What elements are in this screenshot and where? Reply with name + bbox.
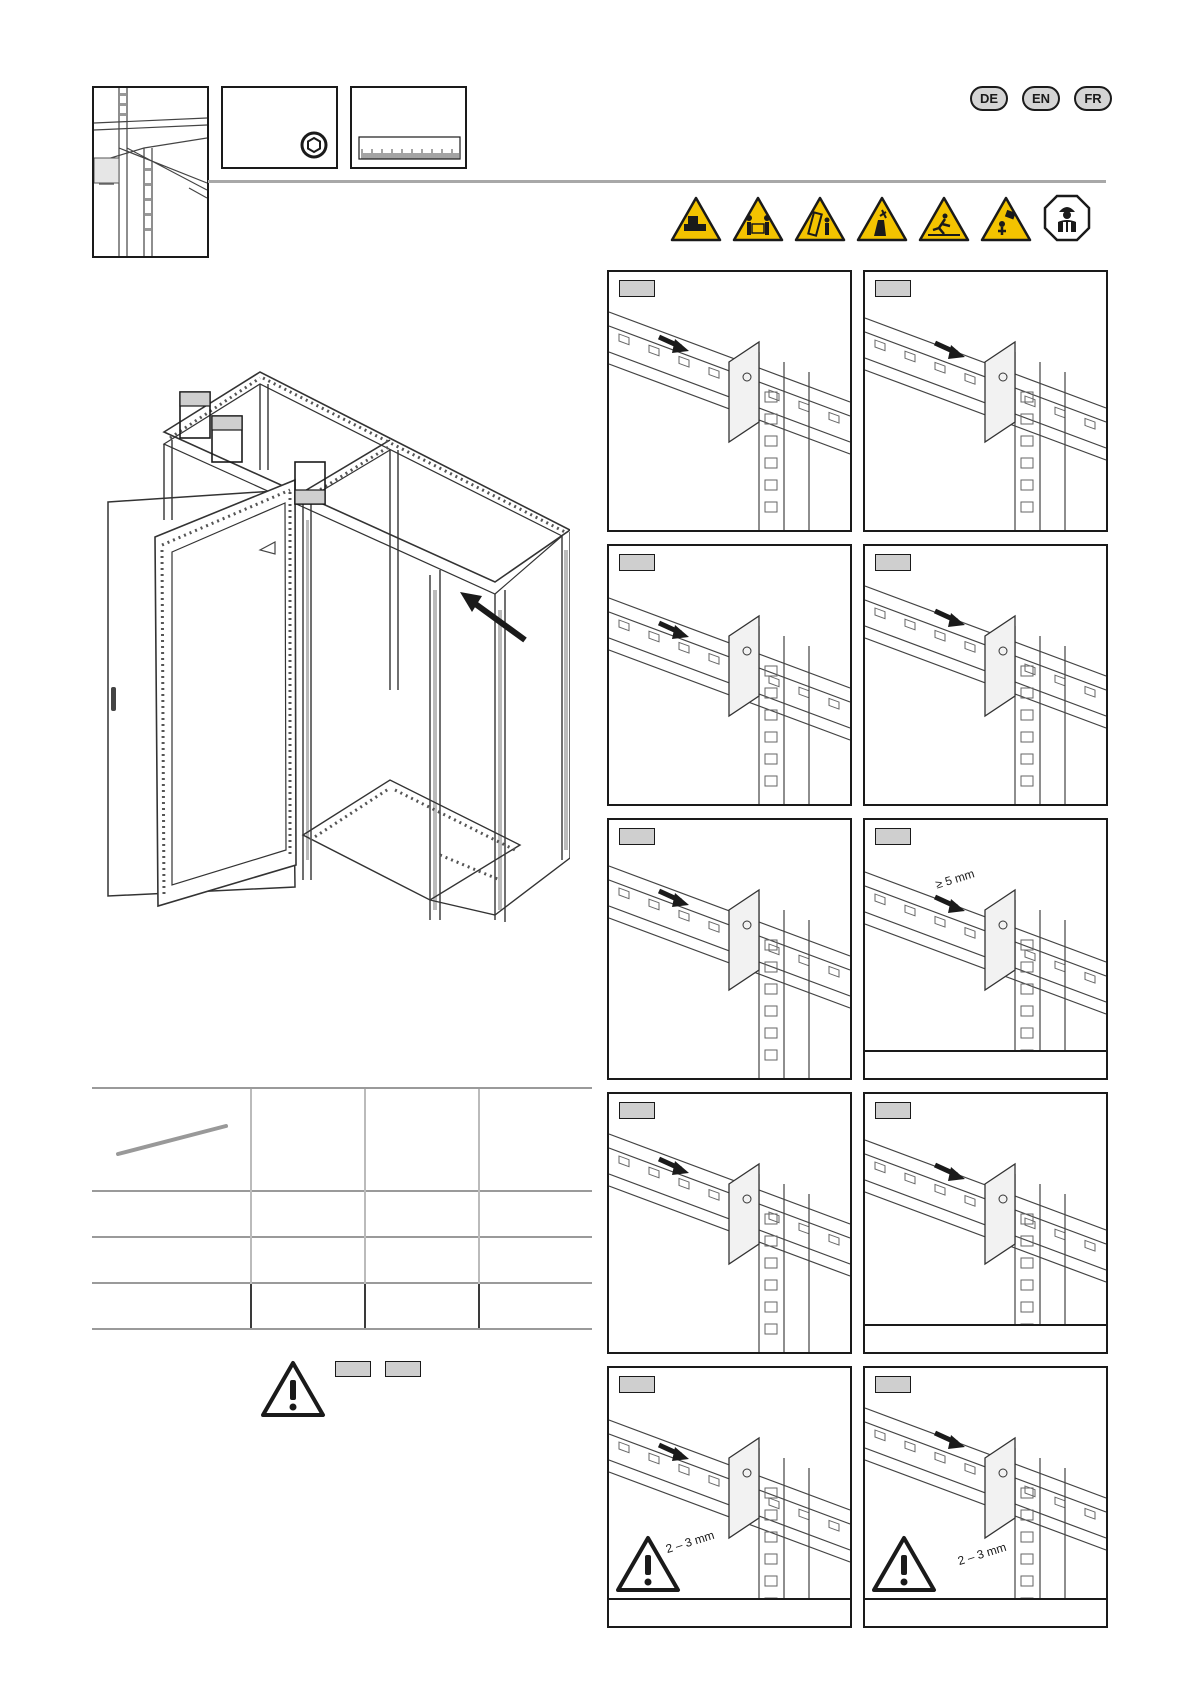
caption-bar bbox=[865, 1598, 1106, 1626]
step-panel-5 bbox=[607, 818, 852, 1080]
step-illustration bbox=[865, 272, 1106, 530]
step-illustration bbox=[609, 546, 850, 804]
trip-hazard-warning-icon bbox=[918, 196, 970, 242]
qualified-person-icon bbox=[1043, 194, 1091, 242]
gap-label-step-6: ≥ 5 mm bbox=[933, 866, 977, 892]
step-number-tag bbox=[619, 828, 655, 845]
step-illustration bbox=[865, 546, 1106, 804]
step-ref-tag bbox=[335, 1361, 371, 1377]
caution-icon bbox=[871, 1535, 937, 1593]
lang-badge-fr[interactable]: FR bbox=[1074, 86, 1112, 111]
two-person-lift-warning-icon bbox=[732, 196, 784, 242]
step-number-tag bbox=[875, 828, 911, 845]
step-number-tag bbox=[619, 554, 655, 571]
step-illustration bbox=[865, 1094, 1106, 1352]
hand-injury-warning-icon bbox=[856, 196, 908, 242]
step-illustration bbox=[609, 1094, 850, 1352]
step-number-tag bbox=[619, 1376, 655, 1393]
step-number-tag bbox=[875, 280, 911, 297]
falling-object-warning-icon bbox=[980, 196, 1032, 242]
step-number-tag bbox=[619, 280, 655, 297]
cabinet-overview-illustration bbox=[100, 360, 570, 990]
step-illustration bbox=[609, 272, 850, 530]
caption-bar bbox=[865, 1324, 1106, 1352]
header-divider bbox=[208, 180, 1106, 183]
step-number-tag bbox=[875, 1376, 911, 1393]
measure-box bbox=[350, 86, 467, 169]
tipping-warning-icon bbox=[794, 196, 846, 242]
gap-label-step-9: 2 – 3 mm bbox=[664, 1527, 716, 1557]
step-number-tag bbox=[875, 554, 911, 571]
step-panel-2 bbox=[863, 270, 1108, 532]
caution-icon bbox=[260, 1360, 326, 1418]
cabinet-detail-thumbnail bbox=[92, 86, 209, 258]
hex-socket-icon bbox=[299, 130, 329, 160]
step-panel-7 bbox=[607, 1092, 852, 1354]
step-number-tag bbox=[619, 1102, 655, 1119]
hand-crush-warning-icon bbox=[670, 196, 722, 242]
tool-box bbox=[221, 86, 338, 169]
lang-badge-en[interactable]: EN bbox=[1022, 86, 1060, 111]
step-panel-1 bbox=[607, 270, 852, 532]
ruler-icon bbox=[358, 136, 461, 160]
caption-bar bbox=[609, 1598, 850, 1626]
step-ref-tag bbox=[385, 1361, 421, 1377]
caption-bar bbox=[865, 1050, 1106, 1078]
caution-icon bbox=[615, 1535, 681, 1593]
step-illustration bbox=[865, 820, 1106, 1078]
step-panel-8 bbox=[863, 1092, 1108, 1354]
step-panel-6 bbox=[863, 818, 1108, 1080]
lang-badge-de[interactable]: DE bbox=[970, 86, 1008, 111]
step-panel-4 bbox=[863, 544, 1108, 806]
step-number-tag bbox=[875, 1102, 911, 1119]
gap-label-step-10: 2 – 3 mm bbox=[956, 1539, 1008, 1569]
step-illustration bbox=[609, 820, 850, 1078]
rod-part-icon bbox=[115, 1122, 230, 1158]
step-panel-3 bbox=[607, 544, 852, 806]
